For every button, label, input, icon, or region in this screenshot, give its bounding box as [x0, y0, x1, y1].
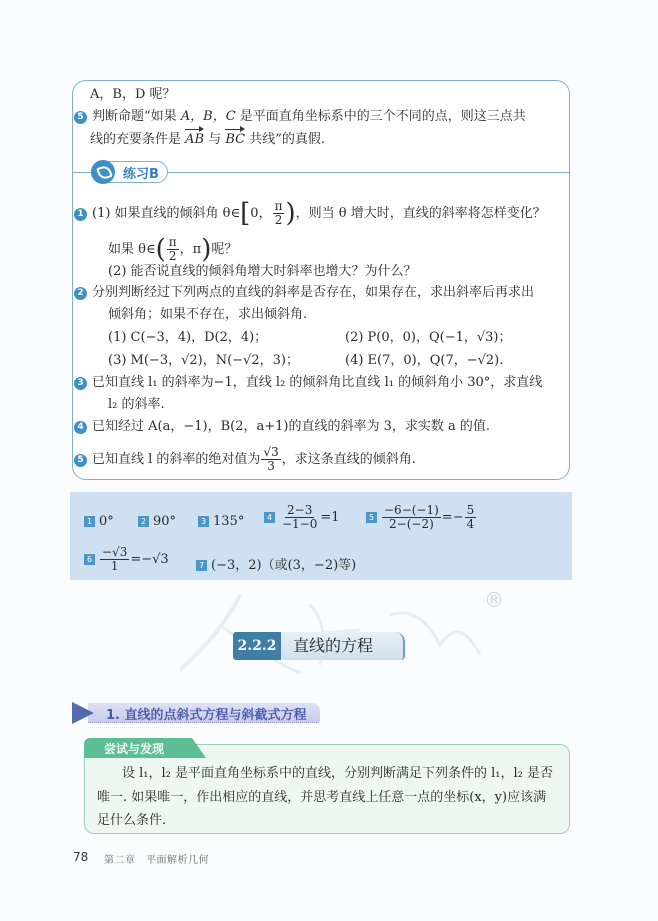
interval-left: 0， — [250, 206, 272, 221]
answer-5 — [366, 504, 477, 531]
answer-tag-icon: 6 — [84, 554, 95, 565]
try-discover-line-2: 唯一. 如果唯一，作出相应的直线，并思考直线上任意一点的坐标(x，y)应该满 — [97, 790, 547, 805]
frac-num: √3 — [263, 445, 279, 459]
fraction-pi-over-2 — [167, 236, 179, 263]
answer-4 — [264, 504, 340, 531]
paren-close: ) — [201, 234, 212, 265]
answer-fraction — [382, 504, 441, 531]
q1-text-d: 呢？ — [211, 242, 238, 257]
answer-tag-icon: 1 — [84, 516, 95, 527]
try-discover-label: 尝试与发现 — [104, 742, 165, 756]
q3-text: 已知直线 l₁ 的斜率为−1，直线 l₂ 的倾斜角比直线 l₁ 的倾斜角小 30°，求直线 — [92, 375, 543, 390]
pencil-icon — [91, 160, 115, 184]
practice-q5 — [74, 446, 416, 473]
frac-den: 2 — [274, 213, 283, 227]
q1-text-b: ，则当 θ 增大时，直线的斜率将怎样变化？ — [295, 206, 546, 221]
answers-box — [70, 492, 572, 580]
publisher-watermark-icon — [160, 585, 520, 675]
answer-tag-icon: 5 — [366, 512, 377, 523]
frac-den: 2−(−2) — [389, 517, 434, 531]
q5-text-c: 线的充要条件是 — [90, 132, 186, 147]
exercise-q5-line2 — [90, 131, 325, 149]
interval-right: ，π — [179, 242, 202, 257]
frac-num: π — [168, 235, 177, 249]
frac-den: 1 — [110, 559, 119, 573]
frac-num: π — [274, 199, 283, 213]
practice-q2-item-4: (4) E(7，0)，Q(7，−√2). — [345, 353, 504, 368]
subsection-title: 1. 直线的点斜式方程与斜截式方程 — [106, 708, 307, 723]
q1-text: (1) 如果直线的倾斜角 θ∈ — [92, 206, 241, 221]
practice-q2-item-3: (3) M(−3，√2)，N(−√2，3)； — [108, 353, 299, 368]
q5-text-e: 共线”的真假. — [245, 132, 326, 147]
q5-text-b: ，求这条直线的倾斜角. — [281, 452, 416, 467]
question-number-icon: 1 — [74, 208, 87, 221]
answer-7 — [196, 554, 356, 573]
frac-num: 2−3 — [287, 503, 313, 517]
fraction-sqrt3-over-3 — [261, 446, 280, 473]
question-number-icon: 3 — [74, 377, 87, 390]
practice-b-label: 练习B — [123, 167, 159, 182]
page-number: 78 — [73, 850, 89, 864]
practice-q2-item-1: (1) C(−3，4)，D(2，4)； — [108, 330, 268, 345]
answer-3 — [198, 514, 244, 529]
exercise-continuation — [90, 86, 176, 104]
section-number: 2.2.2 — [233, 632, 281, 660]
fraction-pi-over-2 — [273, 200, 285, 227]
answer-6 — [84, 546, 169, 573]
question-number-icon: 4 — [74, 421, 87, 434]
question-number-icon: 5 — [74, 111, 87, 124]
practice-q2-item-2: (2) P(0，0)，Q(−1，√3)； — [345, 330, 512, 345]
frac-den: −1−0 — [282, 517, 318, 531]
try-discover-line-3: 足什么条件. — [97, 813, 167, 828]
paren-open: ( — [155, 234, 166, 265]
frac-den: 2 — [168, 249, 177, 263]
frac-num: −√3 — [102, 545, 128, 559]
frac-den: 4 — [466, 517, 475, 531]
registered-mark: ® — [484, 588, 504, 612]
q5-text: 已知直线 l 的斜率的绝对值为 — [92, 452, 261, 467]
practice-q3 — [74, 374, 542, 392]
practice-q1-part2: (2) 能否说直线的倾斜角增大时斜率也增大？为什么？ — [108, 264, 417, 279]
section-title: 直线的方程 — [281, 632, 405, 660]
frac-den: 3 — [267, 459, 275, 473]
answer-rest: =−√3 — [130, 552, 169, 567]
answer-tag-icon: 3 — [198, 516, 209, 527]
bracket-close: ) — [285, 198, 296, 229]
q5-text-b: 是平面直角坐标系中的三个不同的点，则这三点共 — [235, 109, 526, 124]
bracket-open: [ — [240, 198, 251, 229]
answer-tag-icon: 7 — [196, 560, 207, 571]
answer-text: 135° — [213, 514, 245, 529]
q5-text: 判断命题“如果 — [92, 109, 181, 124]
answer-rest: =− — [441, 510, 464, 525]
practice-q2 — [74, 284, 534, 302]
q1-text-c: 如果 θ∈ — [108, 242, 156, 257]
subsection-heading — [72, 702, 322, 724]
answer-fraction-2 — [465, 504, 477, 531]
practice-q2-line2: 倾斜角；如果不存在，求出倾斜角. — [108, 307, 308, 322]
answer-rest: =1 — [320, 510, 340, 525]
answer-text: 90° — [153, 514, 177, 529]
practice-q1-part1-cont — [108, 236, 237, 263]
continuation-text: A，B，D 呢？ — [90, 87, 176, 102]
q5-points: A，B，C — [180, 109, 236, 124]
try-discover-line-1: 设 l₁，l₂ 是平面直角坐标系中的直线，分别判断满足下列条件的 l₁，l₂ 是否 — [122, 766, 554, 781]
q4-text: 已知经过 A(a，−1)，B(2，a+1)的直线的斜率为 3，求实数 a 的值. — [92, 419, 491, 434]
answer-2 — [138, 514, 176, 529]
answer-tag-icon: 2 — [138, 516, 149, 527]
practice-q3-line2: l₂ 的斜率. — [108, 397, 165, 412]
question-number-icon: 2 — [74, 287, 87, 300]
vector-ab: AB — [185, 132, 205, 147]
q2-text: 分别判断经过下列两点的直线的斜率是否存在，如果存在，求出斜率后再求出 — [92, 285, 535, 300]
answer-text: (−3，2)（或(3，−2)等) — [211, 558, 357, 573]
chapter-title: 第二章 平面解析几何 — [104, 855, 209, 866]
answer-1 — [84, 514, 114, 529]
question-number-icon: 5 — [74, 454, 87, 467]
frac-num: −6−(−1) — [384, 503, 439, 517]
arrow-right-icon — [72, 702, 94, 724]
answer-text: 0° — [99, 514, 114, 529]
q5-text-d: 与 — [204, 132, 226, 147]
exercise-q5 — [74, 108, 526, 126]
practice-q4 — [74, 418, 490, 436]
frac-num: 5 — [466, 503, 475, 517]
answer-tag-icon: 4 — [264, 512, 275, 523]
practice-q1-part1 — [74, 200, 546, 227]
answer-fraction — [100, 546, 129, 573]
vector-bc: BC — [225, 132, 246, 147]
answer-fraction — [280, 504, 319, 531]
